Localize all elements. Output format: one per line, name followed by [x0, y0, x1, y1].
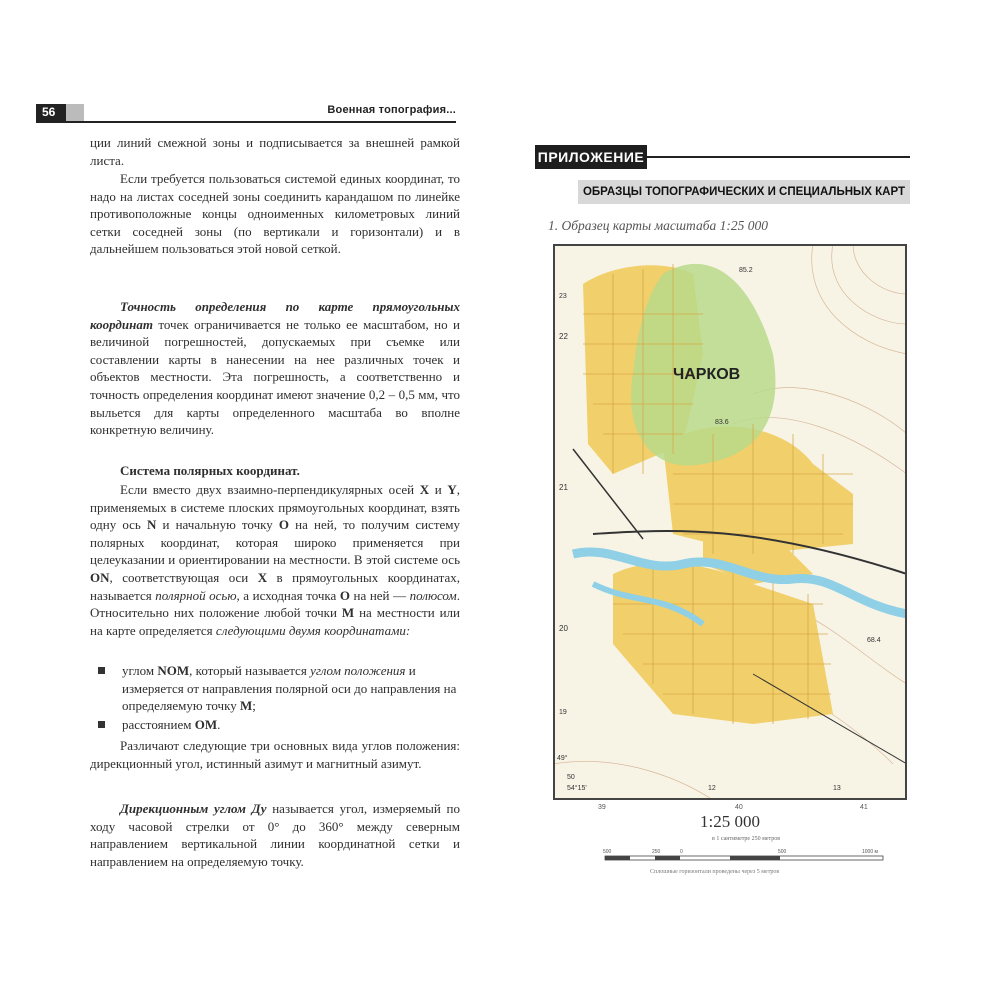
- paragraph-2-text: Если требуется пользоваться системой единых координат, то надо на листах соседней зоны соединить карандашом по линейке противоположные концы одноименных километровых линий сетки соседней зоны (по вертикали и горизонтали) и в дальнейшем пользоваться этой новой сеткой.: [90, 171, 460, 257]
- bottom-label-39: 39: [598, 804, 606, 811]
- page-number: 56: [36, 104, 66, 121]
- paragraph-2: [90, 170, 460, 258]
- paragraph-7-text: называется угол, измеряемый по ходу часовой стрелки от 0° до 360° между северным направлением вертикальной линии координатной сетки и направлением на определяемую точку.: [90, 801, 460, 869]
- p5-e: , соответствующая оси: [109, 569, 258, 585]
- b1-d: ;: [252, 698, 256, 714]
- scale-label-500b: 500: [778, 849, 787, 855]
- b1-nom: NOM: [157, 663, 190, 678]
- p5-b: , применяемых в системе плоских прямоугольных координат, взять одну ось: [90, 482, 460, 533]
- scale-ratio: 1:25 000: [700, 812, 760, 831]
- b1-angle: углом положения: [310, 663, 406, 678]
- corner-coord: 54°15': [567, 785, 587, 792]
- paragraph-7-heading: Дирекционным углом Ду: [120, 801, 267, 816]
- corner-50: 50: [567, 774, 575, 781]
- appendix-rule: [647, 156, 910, 158]
- section-heading: [90, 462, 460, 480]
- paragraph-3: [90, 298, 460, 439]
- bullet-square-icon: [98, 667, 105, 674]
- paragraph-7: [90, 800, 460, 870]
- paragraph-1-text: ции линий смежной зоны и подписывается за внешней рамкой листа.: [90, 135, 460, 168]
- p5-j: на местности или на карте определяется: [90, 605, 460, 638]
- p5-x2: X: [257, 569, 268, 585]
- p5-g: , а исходная точка: [236, 587, 340, 603]
- elevation-3: 68.4: [867, 637, 881, 644]
- b2-b: .: [217, 717, 221, 732]
- section-heading-text: Система полярных координат.: [120, 463, 300, 478]
- grid-label-21: 21: [559, 483, 568, 492]
- b2-a: расстоянием: [122, 717, 195, 732]
- p5-and: и: [429, 482, 448, 497]
- appendix-subtitle: ОБРАЗЦЫ ТОПОГРАФИЧЕСКИХ И СПЕЦИАЛЬНЫХ КАРТ: [578, 180, 910, 204]
- b1-c: и измеряется от направления полярной оси до направления на определяемую точку: [122, 663, 457, 714]
- lat-label: 49°: [557, 755, 568, 762]
- p5-f: в прямоугольных координатах, называется: [90, 569, 461, 603]
- paragraph-1: [90, 134, 460, 169]
- grid-label-20: 20: [559, 624, 568, 633]
- b1-b: , который называется: [189, 663, 311, 678]
- b1-m: M: [239, 698, 253, 714]
- p5-h: на ней —: [349, 587, 410, 603]
- p5-c: и начальную точку: [156, 517, 279, 533]
- p5-o: O: [278, 517, 290, 533]
- town-name: ЧАРКОВ: [673, 366, 741, 383]
- bottom-label-41: 41: [860, 804, 868, 811]
- p5-m: M: [341, 605, 355, 621]
- appendix-label: ПРИЛОЖЕНИЕ: [535, 145, 647, 169]
- p5-d: на ней, то получим систему полярных координат, которая широко применяется при целеуказании и ориентировании на местности. В этой системе ось: [90, 517, 461, 568]
- paragraph-3-text: точек ограничивается не только ее масштабом, но и величиной погрешностей, допускаемых при съемке или составлении карты в нанесении на нее различных точек и объектов местности. Эта погрешность, а соответственно и точность определения координат имеют значение 0,2 – 0,5 мм, что выльется для карты определенного масштаба во вполне конкретную величину.: [90, 316, 460, 438]
- p5-a: Если вместо двух взаимно-перпендикулярных осей: [120, 482, 420, 497]
- p5-o2: O: [339, 587, 350, 603]
- p5-x: X: [419, 482, 430, 497]
- bullet-square-icon: [98, 721, 105, 728]
- running-title: Военная топография...: [327, 104, 456, 116]
- grid-label-19: 19: [559, 709, 567, 716]
- bullet-item-1: [100, 662, 460, 715]
- scale-label-1000: 1000 м: [862, 849, 878, 855]
- elevation-2: 83.6: [715, 419, 729, 426]
- p5-on: ON: [90, 569, 110, 585]
- scale-bar: [600, 846, 890, 870]
- p5-pole: полюсом: [409, 587, 457, 603]
- b1-a: углом: [122, 663, 158, 678]
- elevation-1: 85.2: [739, 267, 753, 274]
- p5-y: Y: [447, 482, 457, 497]
- p5-i: . Относительно них положение любой точки: [90, 587, 460, 621]
- scale-subtext: в 1 сантиметре 250 метров: [712, 836, 781, 842]
- figure-caption: 1. Образец карты масштаба 1:25 000: [548, 218, 768, 233]
- p5-polar-axis: полярной осью: [155, 587, 237, 603]
- paragraph-6-text: Различают следующие три основных вида углов положения: дирекционный угол, истинный азимут и магнитный азимут.: [90, 738, 460, 771]
- scale-label-0: 0: [680, 849, 683, 855]
- bottom-label-13: 13: [833, 785, 841, 792]
- map-frame: [553, 244, 907, 800]
- scale-label-250: 250: [652, 849, 661, 855]
- p5-two-coords: следующими двумя координатами:: [215, 622, 411, 638]
- header-rule: [36, 121, 456, 123]
- scale-label-500: 500: [603, 849, 612, 855]
- bullet-item-2: [100, 716, 460, 734]
- bottom-label-12: 12: [708, 785, 716, 792]
- p5-n: N: [146, 517, 157, 533]
- paragraph-6: [90, 737, 460, 772]
- scale-note: Сплошные горизонтали проведены через 5 метров: [650, 869, 780, 875]
- bottom-label-40: 40: [735, 804, 743, 811]
- grid-label-22: 22: [559, 332, 568, 341]
- paragraph-3-heading: Точность определения по карте прямоугольных координат: [90, 299, 460, 332]
- b2-om: OM: [194, 717, 218, 732]
- paragraph-5: [90, 481, 460, 639]
- grid-label-23: 23: [559, 293, 567, 300]
